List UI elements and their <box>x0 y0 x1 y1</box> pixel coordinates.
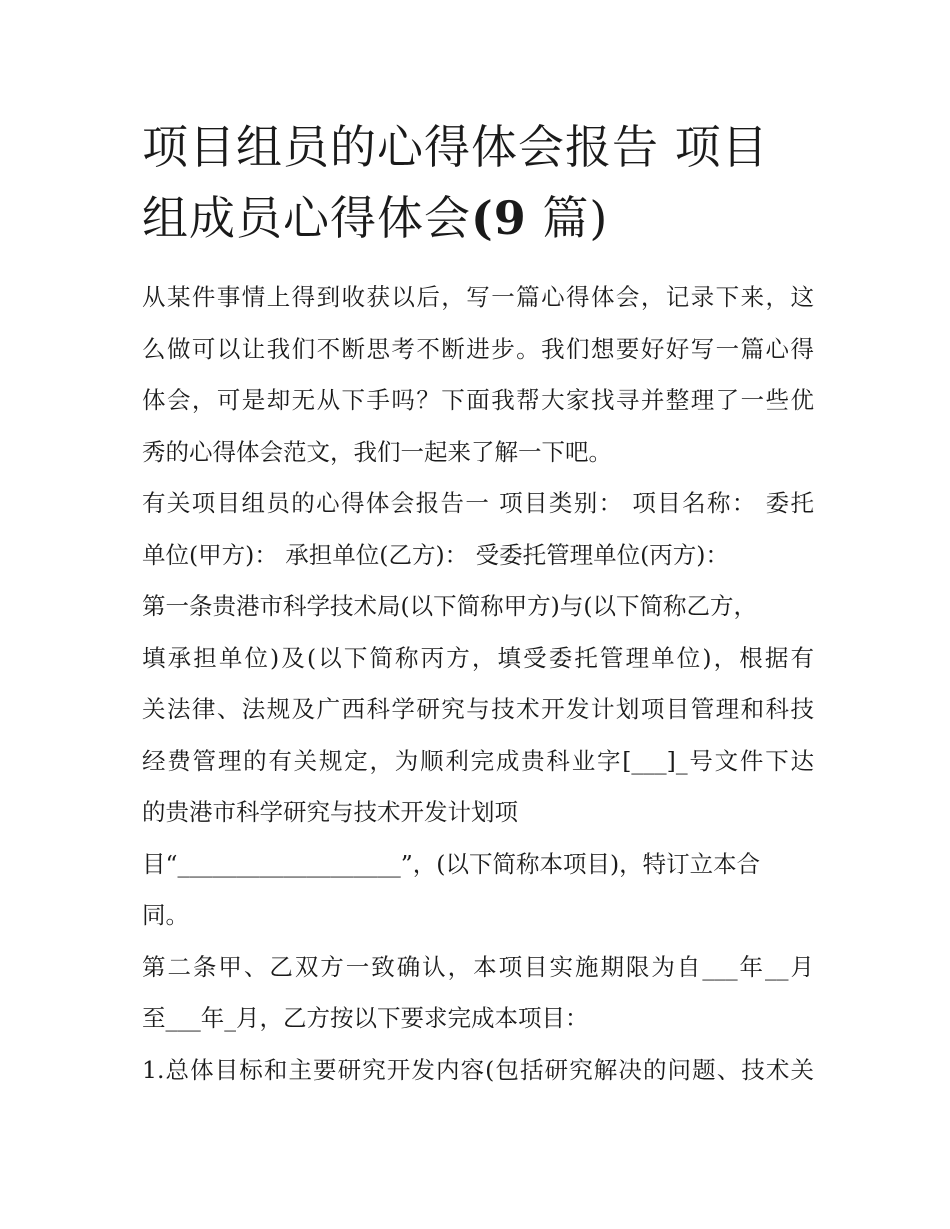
document-body <box>142 272 814 1096</box>
body-line: 同。 <box>142 901 189 929</box>
title-line-2 <box>142 183 814 254</box>
body-line: 从某件事情上得到收获以后，写一篇心得体会，记录下来，这 <box>142 283 814 311</box>
body-line: 1.总体目标和主要研究开发内容(包括研究解决的问题、技术关 <box>142 1055 814 1084</box>
body-line: 经费管理的有关规定，为顺利完成贵科业字[___]_号文件下达 <box>142 746 814 775</box>
body-line: 的贵港市科学研究与技术开发计划项 <box>142 798 518 826</box>
body-line: 体会，可是却无从下手吗？下面我帮大家找寻并整理了一些优 <box>142 386 814 414</box>
body-line: 秀的心得体会范文，我们一起来了解一下吧。 <box>142 437 612 466</box>
body-line: 单位(甲方)： 承担单位(乙方)： 受委托管理单位(丙方)： <box>142 540 729 569</box>
body-line: 第一条贵港市科学技术局(以下简称甲方)与(以下简称乙方， <box>142 592 758 620</box>
title-count: (9 <box>471 191 527 245</box>
title-suffix: 篇) <box>526 191 609 245</box>
document-page <box>142 112 814 1096</box>
title-line-1: 项目组员的心得体会报告 项目 <box>142 120 769 174</box>
title-line-2-text: 组成员心得体会 <box>142 191 471 245</box>
body-line: 至___年_月，乙方按以下要求完成本项目： <box>142 1004 589 1032</box>
body-line: 有关项目组员的心得体会报告一 项目类别： 项目名称： 委托 <box>142 489 814 517</box>
body-line: 填承担单位)及(以下简称丙方，填受委托管理单位)，根据有 <box>142 643 814 672</box>
body-line: 关法律、法规及广西科学研究与技术开发计划项目管理和科技 <box>142 695 814 723</box>
body-line: 目“___________________”，(以下简称本项目)，特订立本合 <box>142 849 761 878</box>
body-line: 么做可以让我们不断思考不断进步。我们想要好好写一篇心得 <box>142 334 814 363</box>
body-line: 第二条甲、乙双方一致确认，本项目实施期限为自___年__月 <box>142 952 814 981</box>
document-title <box>142 112 814 254</box>
